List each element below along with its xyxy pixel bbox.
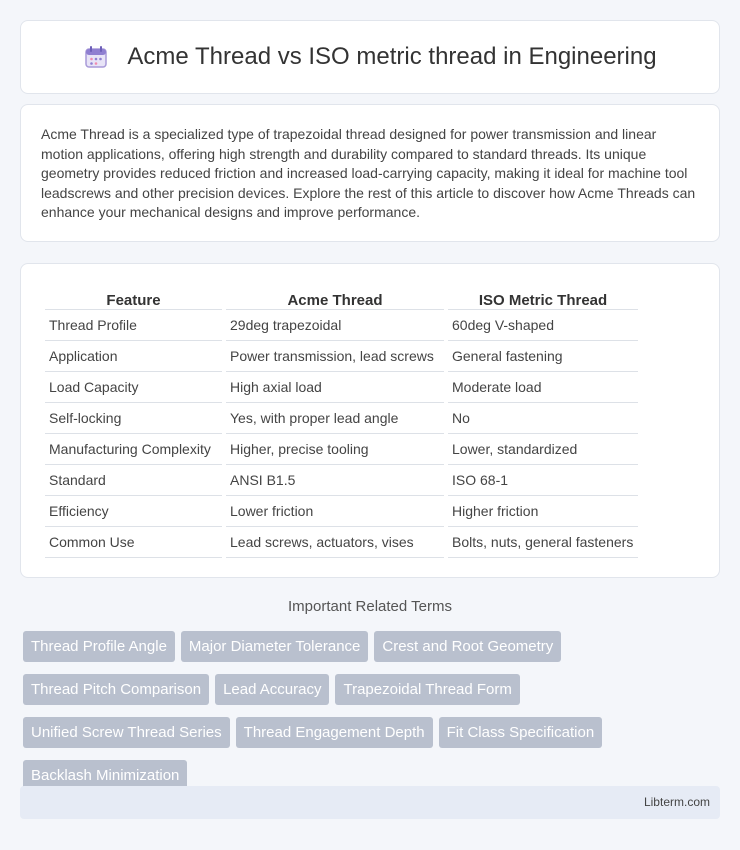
term-tag[interactable]: Thread Engagement Depth: [236, 717, 433, 748]
page-title: Acme Thread vs ISO metric thread in Engineering: [127, 43, 657, 70]
term-tag[interactable]: Fit Class Specification: [439, 717, 603, 748]
comparison-table-card: [20, 263, 720, 578]
table-row: [45, 527, 638, 558]
table-cell: Standard: [45, 465, 222, 496]
table-row: [45, 465, 638, 496]
table-cell: Moderate load: [448, 372, 638, 403]
table-row: [45, 496, 638, 527]
intro-text: Acme Thread is a specialized type of trapezoidal thread designed for power transmission and linear motion applications, offering high strength and durability compared to standard threads. Its unique geometry provides reduced friction and increased load-carrying capacity, making it ideal for machine tool leadscrews and other precision devices. Explore the rest of this article to discover how Acme Threads can enhance your mechanical designs and improve performance.: [41, 126, 696, 221]
term-tag[interactable]: Lead Accuracy: [215, 674, 329, 705]
table-cell: Power transmission, lead screws: [226, 341, 444, 372]
table-cell: Manufacturing Complexity: [45, 434, 222, 465]
table-cell: Self-locking: [45, 403, 222, 434]
table-cell: Application: [45, 341, 222, 372]
table-cell: 60deg V-shaped: [448, 310, 638, 341]
term-tag[interactable]: Crest and Root Geometry: [374, 631, 561, 662]
table-cell: Lower friction: [226, 496, 444, 527]
table-row: [45, 403, 638, 434]
term-tag[interactable]: Trapezoidal Thread Form: [335, 674, 519, 705]
table-cell: Lower, standardized: [448, 434, 638, 465]
calendar-icon: [83, 44, 109, 70]
term-tag[interactable]: Unified Screw Thread Series: [23, 717, 230, 748]
header-feature: Feature: [45, 286, 222, 310]
term-tag[interactable]: Thread Pitch Comparison: [23, 674, 209, 705]
table-cell: High axial load: [226, 372, 444, 403]
table-row: [45, 434, 638, 465]
table-row: [45, 372, 638, 403]
table-cell: Thread Profile: [45, 310, 222, 341]
table-cell: Bolts, nuts, general fasteners: [448, 527, 638, 558]
table-cell: Efficiency: [45, 496, 222, 527]
term-tag[interactable]: Major Diameter Tolerance: [181, 631, 368, 662]
term-tag[interactable]: Backlash Minimization: [23, 760, 187, 791]
table-cell: ANSI B1.5: [226, 465, 444, 496]
table-row: [45, 341, 638, 372]
related-terms-list: [23, 631, 723, 791]
footer: [20, 786, 720, 819]
title-card: [20, 20, 720, 94]
related-terms-title: Important Related Terms: [288, 598, 452, 615]
comparison-table: [41, 286, 642, 558]
table-cell: Common Use: [45, 527, 222, 558]
header-iso: ISO Metric Thread: [448, 286, 638, 310]
term-tag[interactable]: Thread Profile Angle: [23, 631, 175, 662]
table-cell: 29deg trapezoidal: [226, 310, 444, 341]
table-cell: Load Capacity: [45, 372, 222, 403]
table-cell: No: [448, 403, 638, 434]
table-cell: Yes, with proper lead angle: [226, 403, 444, 434]
table-header-row: [45, 286, 638, 310]
table-cell: ISO 68-1: [448, 465, 638, 496]
table-cell: Lead screws, actuators, vises: [226, 527, 444, 558]
intro-card: [20, 104, 720, 242]
table-row: [45, 310, 638, 341]
footer-site-link[interactable]: Libterm.com: [643, 795, 710, 809]
table-cell: General fastening: [448, 341, 638, 372]
table-cell: Higher friction: [448, 496, 638, 527]
table-cell: Higher, precise tooling: [226, 434, 444, 465]
header-acme: Acme Thread: [226, 286, 444, 310]
